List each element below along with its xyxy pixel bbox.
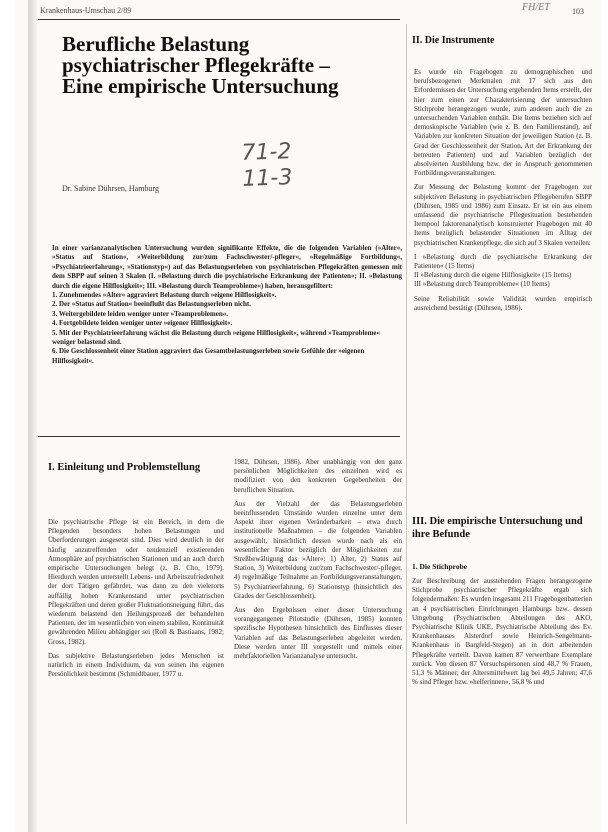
abstract-intro: In einer varianzanalytischen Untersuchung wurden signifikante Effekte, die die folgenden Variablen (»Alter«, »Status auf Station«, »Weiterbildung zur/zum Fachschwester/-pfleger«, »Regelmäßige Fortbildung«, »Psychiatrieerfahrung«, »Stationstyp«) auf das Belastungserleben von psychiatrischen Pflegekräften gemessen mit dem SBPP auf seinen 3 Skalen (I. »Belastung durch die psychiatrische Erkrankung der Patienten«; II. »Belastung durch die eigene Hilflosigkeit«; III. »Belastung durch Teamprobleme«) haben, herausgefiltert: — [52, 244, 402, 290]
title-line: Eine empirische Untersuchung — [62, 74, 339, 98]
finding-item: 2. Der »Status auf Station« beeinflußt das Belastungserleben nicht. — [52, 300, 252, 309]
paragraph: Es wurde ein Fragebogen zu demographischen und berufsbezogenen Merkmalen mit 17 sich aus den Erfordernissen der Untersuchung ergebenden Items erstellt, der hier zum einen zur Charakterisierung der untersuchten Stichprobe herangezogen wurde, zum anderen auch die zu untersuchenden Variablen enthält. Die Items beziehen sich auf demoskopische Variablen (wie z. B. den Familienstand), auf Variablen zur konkreten Situation der jeweiligen Station (z. B. Grad der Geschlossenheit der Station, Art der Erkrankung der betreuten Patienten) und auf Variablen bezüglich der absolvierten Ausbildung bzw. der in Anspruch genommenen Fortbildungsveranstaltungen. — [414, 68, 592, 178]
paragraph: 1982, Dührsen, 1986). Aber unabhängig von den ganz persönlichen Möglichkeiten des einzelnen wird es modifiziert von den konkreten Gegebenheiten der beruflichen Situation. — [234, 458, 402, 494]
column-rule — [406, 24, 407, 824]
column-right-lower — [412, 577, 592, 692]
archive-stamp: FH/ET — [522, 2, 550, 13]
handwritten-line: 11-3 — [242, 165, 293, 192]
paragraph: Die psychiatrische Pflege ist ein Bereich, in dem die Pflegenden besonders hohen Belastungen und Überforderungen ausgesetzt sind. Dies wird deutlich in der häufig anzutreffenden oder tendenziell existierenden Atmosphäre auf psychiatrischen Stationen und an auch durch empirische Untersuchungen belegt (z. B. Cho, 1979). Hierdurch werden unterstellt Lebens- und Arbeitszufriedenheit der dort Tätigen gefährdet, was dann zu den vielerorts auffällig hohen Krankenstand unter psychiatrischen Pflegekräften und deren großer Fluktuationsneigung führt, das wiederum belastend den Heilungsprozeß der behandelten Patienten, der im wesentlichen von einem stabilen, Kontinuität gewährenden Milieu abhängiger sei (Roll & Bastiaans, 1982; Gross, 1982). — [48, 518, 224, 646]
finding-item: 5. Mit der Psychiatrieerfahrung wächst die Belastung durch »eigene Hilflosigkeit«, während »Teamprobleme« weniger belastend sind. — [52, 328, 381, 347]
section-heading-instruments: II. Die Instrumente — [412, 35, 495, 46]
finding-item: 3. Weitergebildete leiden weniger unter »Teamproblemen«. — [52, 309, 228, 318]
section-heading-study: III. Die empirische Untersuchung und ihre Befunde — [412, 516, 583, 540]
page-shadow — [28, 0, 38, 832]
section-rule — [38, 436, 400, 437]
title-line: psychiatrischer Pflegekräfte – — [62, 53, 330, 77]
finding-item: 4. Fortgebildete leiden weniger unter »eigener Hilflosigkeit«. — [52, 319, 233, 328]
findings-list — [52, 291, 402, 366]
abstract — [52, 244, 402, 366]
paragraph: Aus den Ergebnissen einer dieser Untersuchung vorangegangenen Pilotstudie (Dührsen, 1985) konnten spezifische Hypothesen hinsichtlich des Einflusses dieser Variablen auf das Belastungserleben abgeleitet werden. Diese werden unter III vorgestellt und mittels einer mehrfaktoriellen Varianzanalyse untersucht. — [234, 606, 402, 661]
title-line: Berufliche Belastung — [62, 32, 250, 56]
handwritten-note — [241, 139, 293, 193]
scale-item: I »Belastung durch die psychiatrische Erkrankung der Patienten« (15 Items) — [414, 252, 592, 271]
paragraph: Zur Beschreibung der ausstehenden Fragen herangezogene Stichprobe psychiatrischer Pflegekräfte ergab sich folgendermaßen: Es wurden insgesamt 211 Fragebogenbatterien an 4 psychiatrischen Einrichtungen Hamburgs bzw. dessen Umgebung (Psychiatrischen Abteilungen des AKO, Psychiatrische Klinik UKE, Psychiatrische Abteilung des Ev. Krankenhauses Alsterdorf sowie Heinrich-Sengelmann-Krankenhaus in Bargfeld-Stegen) an in dort arbeitenden Pflegekräfte verteilt. Davon kamen 87 verwertbare Exemplare zurück. Von diesen 87 Versuchspersonen sind 48,7 % Frauen, 51,3 % Männer; der Altersmittelwert lag bei 49,5 Jahren; 47,6 % sind Pfleger bzw. »helferinnen«, 56,8 % und — [412, 577, 592, 687]
column-middle — [234, 458, 402, 666]
paragraph: Seine Reliabilität sowie Validität wurden empirisch ausreichend bestätigt (Dührsen, 1986). — [414, 294, 592, 312]
finding-item: 1. Zunehmendes »Alter« aggraviert Belastung durch »eigene Hilflosigkeit«. — [52, 291, 277, 300]
author-line: Dr. Sabine Dührsen, Hamburg — [62, 184, 159, 193]
handwritten-line: 71-2 — [241, 139, 292, 166]
article-title — [62, 34, 392, 97]
journal-header: Krankenhaus-Umschau 2/89 — [40, 6, 132, 15]
scale-item: III »Belastung durch Teamprobleme« (10 Items) — [414, 280, 550, 289]
finding-item: 6. Die Geschlossenheit einer Station aggraviert das Gesamtbelastungserleben sowie Gefühle der »eigenen Hilflosigkeit«. — [52, 347, 365, 365]
header-rule — [38, 19, 400, 20]
column-right — [414, 68, 592, 318]
page-number: 103 — [572, 7, 584, 16]
paragraph: Das subjektive Belastungserleben jedes Menschen ist natürlich in einem Individuum, da von seinen ihn eigenen Persönlichkeit bestimmt (Schmidtbauer, 1977 u. — [48, 651, 224, 679]
paragraph: Aus der Vielzahl der das Belastungserleben beeinflussenden Umstände wurden einzelne unter dem Aspekt ihrer eigenen Veränderbarkeit – etwa durch institutionelle Maßnahmen – die folgenden Variablen ausgewählt, hinsichtlich dessen wurde nach als ein wesentlicher Faktor bezüglich der Möglichkeiten zur Streßbewältigung das »Alter«: 1) Alter, 2) Status auf Station, 3) Weiterbildung zur/zum Fachschwester/-pfleger, 4) regelmäßige Teilnahme an Fortbildungsveranstaltungen, 5) Psychiatrieerfahrung, 6) Stationstyp (hinsichtlich des Grades der Geschlossenheit). — [234, 499, 402, 600]
paragraph: Zur Messung der Belastung kommt der Fragebogen zur subjektiven Belastung in psychiatrischen Pflegeberufen SBPP (Dührsen, 1985 und 1986) zum Einsatz. Er ist ein aus einem umfassend die psychiatrische Pflegesituation bestehenden Itempool faktorenanalytisch konstruierter Fragebogen mit 40 Items bezüglich belastender Situationen im Alltag der psychiatrischen Krankenpflege, die sich auf 3 Skalen verteilen: — [414, 183, 592, 247]
scale-item: II »Belastung durch die eigene Hilflosigkeit« (15 Items) — [414, 271, 572, 280]
journal-page — [14, 0, 602, 832]
column-left — [48, 518, 224, 684]
subsection-heading-sample: 1. Die Stichprobe — [412, 562, 468, 571]
section-heading-introduction: I. Einleitung und Problemstellung — [48, 462, 201, 473]
